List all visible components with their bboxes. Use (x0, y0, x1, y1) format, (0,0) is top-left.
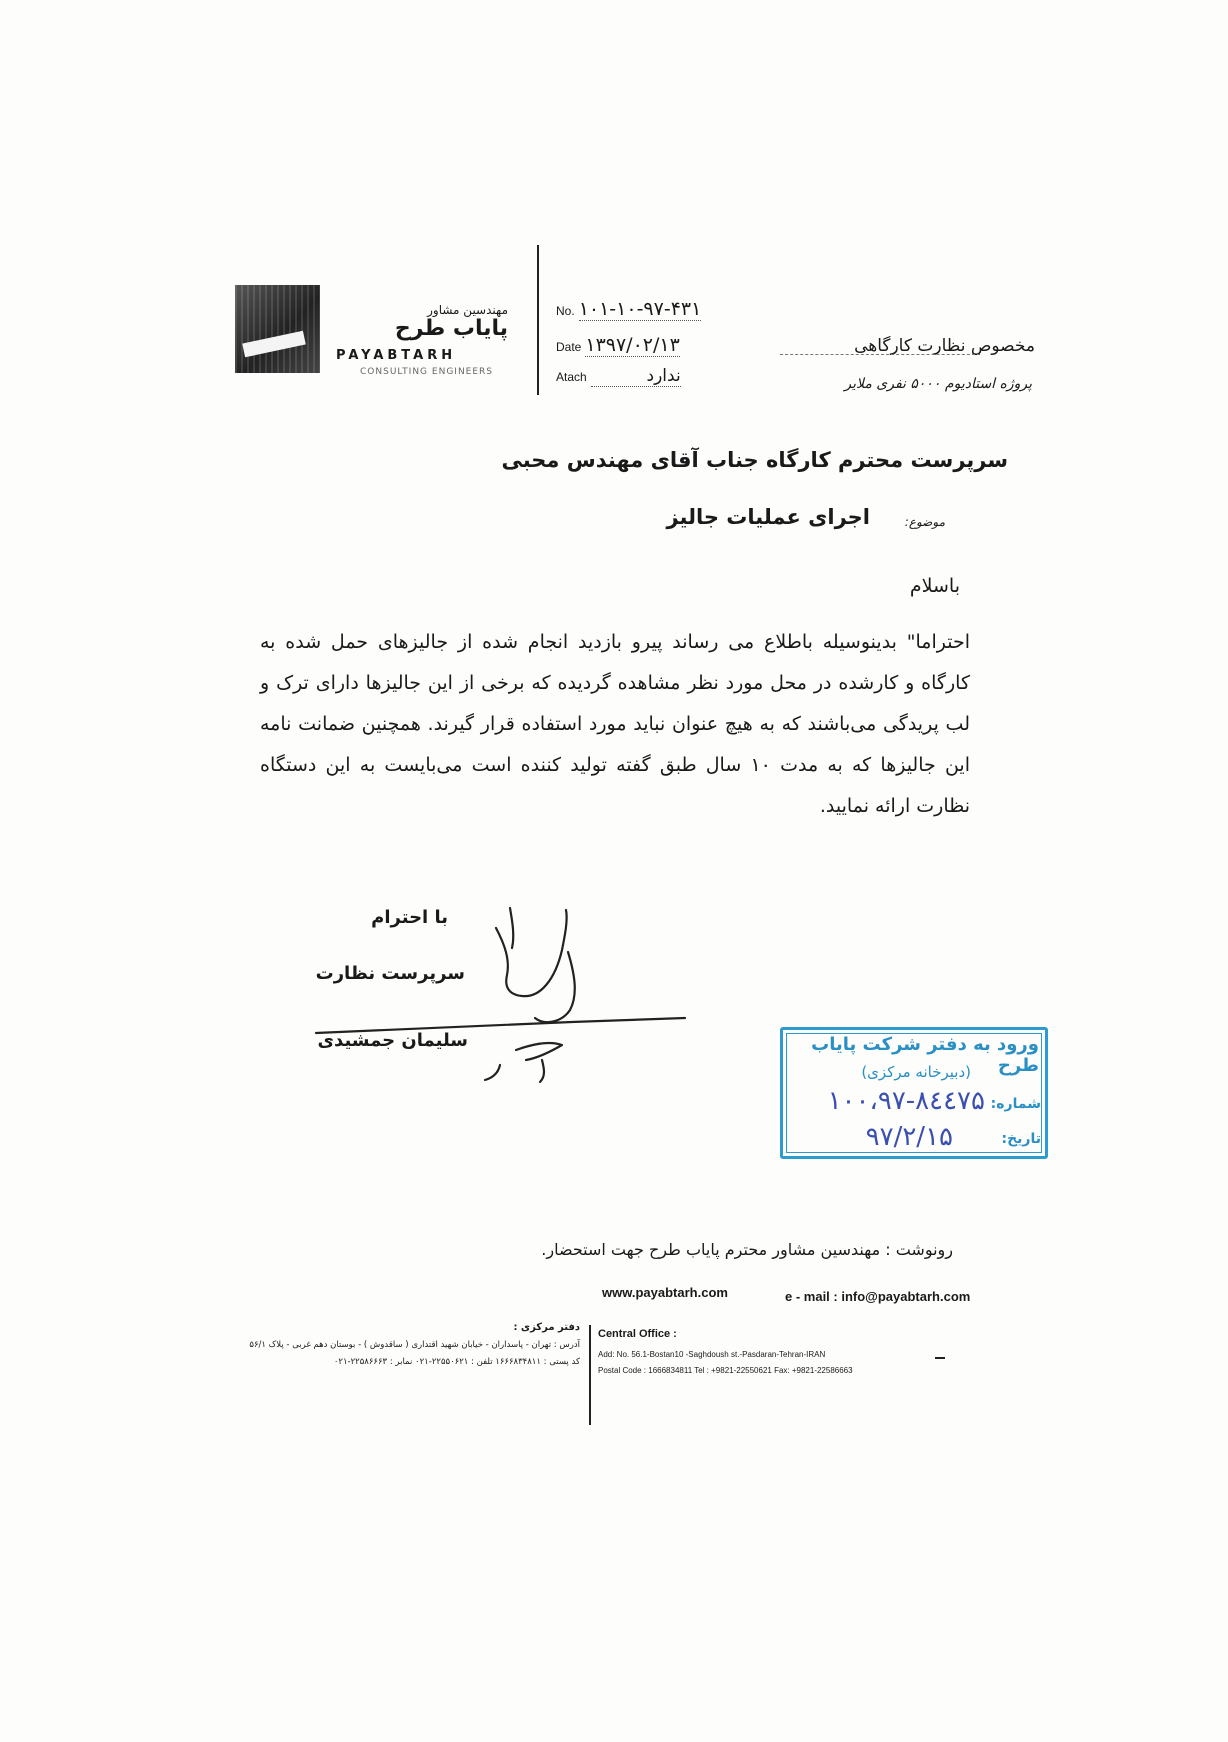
footer-dash (935, 1357, 945, 1359)
subject: اجرای عملیات جالیز (666, 505, 870, 529)
office-title-en: Central Office : (598, 1328, 677, 1340)
signer-name: سلیمان جمشیدی (317, 1030, 468, 1051)
office-title-fa: دفتر مرکزی : (513, 1322, 580, 1333)
company-logo (235, 285, 320, 373)
office-address-fa: آدرس : تهران - پاسداران - خیابان شهید اقتداری ( ساقدوش ) - بوستان دهم غربی - پلاک ۵۶/۱ (249, 1340, 580, 1350)
letter-body: احتراما" بدینوسیله باطلاع می رساند پیرو بازدید انجام شده از جالیزهای حمل شده به کارگاه و کارشده در محل مورد نظر مشاهده گردیده که برخی از این جالیزها دارای ترک و لب پریدگی می‌باشند که به هیچ عنوان نباید مورد استفاده قرار گیرند. همچنین ضمانت نامه این جالیزها که به مدت ۱۰ سال طبق گفته تولید کننده است می‌بایست به این دستگاه نظارت ارائه نمایید. (260, 631, 970, 817)
greeting: باسلام (909, 575, 960, 597)
recipient: سرپرست محترم کارگاه جناب آقای مهندس محبی (501, 448, 1008, 472)
office-contact-en: Postal Code : 1666834811 Tel : +9821-22550621 Fax: +9821-22586663 (598, 1366, 853, 1375)
header-divider (537, 245, 539, 395)
office-address-en: Add: No. 56.1-Bostan10 -Saghdoush st.-Pasdaran-Tehran-IRAN (598, 1350, 826, 1359)
brand-name-en: PAYABTARH (336, 348, 457, 363)
number-label: No. (556, 304, 575, 318)
date-value: ۱۳۹۷/۰۲/۱۳ (585, 334, 680, 356)
number-field (556, 298, 701, 321)
project-name: پروژه استادیوم ۵۰۰۰ نفری ملایر (844, 376, 1032, 392)
stamp-number-label: شماره: (990, 1096, 1041, 1112)
email-link[interactable]: e - mail : info@payabtarh.com (785, 1289, 971, 1304)
brand-small: مهندسین مشاور (427, 303, 508, 317)
stamp-number-value: ۱۰۰،۹۷-۸٤٤٧۵ (827, 1086, 985, 1116)
stamp-date-value: ۹۷/۲/۱۵ (865, 1122, 953, 1152)
date-field (556, 334, 680, 357)
date-label: Date (556, 340, 582, 354)
number-value: ۱۰۱-۱۰-۹۷-۴۳۱ (578, 298, 702, 320)
special-supervision: مخصوص نظارت کارگاهی (854, 336, 1035, 356)
footer-divider (589, 1325, 591, 1425)
signer-title: سرپرست نظارت (315, 963, 465, 984)
brand-name-fa: پایاب طرح (394, 316, 508, 341)
handwritten-signature (300, 900, 700, 1090)
stamp-subtitle: (دبیرخانه مرکزی) (861, 1063, 971, 1081)
attachment-label: Atach (556, 370, 587, 384)
website-link[interactable]: www.payabtarh.com (602, 1285, 728, 1300)
closing: با احترام (371, 907, 448, 928)
attachment-value: ندارد (591, 366, 681, 387)
attachment-field (556, 366, 681, 387)
subject-label: موضوع: (904, 515, 945, 529)
stamp-date-label: تاریخ: (1001, 1131, 1041, 1147)
office-contact-fa: کد پستی : ۱۶۶۶۸۳۴۸۱۱ تلفن : ۲۲۵۵۰۶۲۱-۰۲۱ نمابر : ۲۲۵۸۶۶۶۳-۰۲۱ (333, 1357, 580, 1367)
brand-subtitle: CONSULTING ENGINEERS (360, 367, 494, 377)
entry-stamp (780, 1027, 1048, 1159)
carbon-copy: رونوشت : مهندسین مشاور محترم پایاب طرح جهت استحضار. (541, 1240, 953, 1259)
special-underline (780, 354, 980, 356)
stamp-title: ورود به دفتر شرکت پایاب طرح (811, 1034, 1039, 1076)
